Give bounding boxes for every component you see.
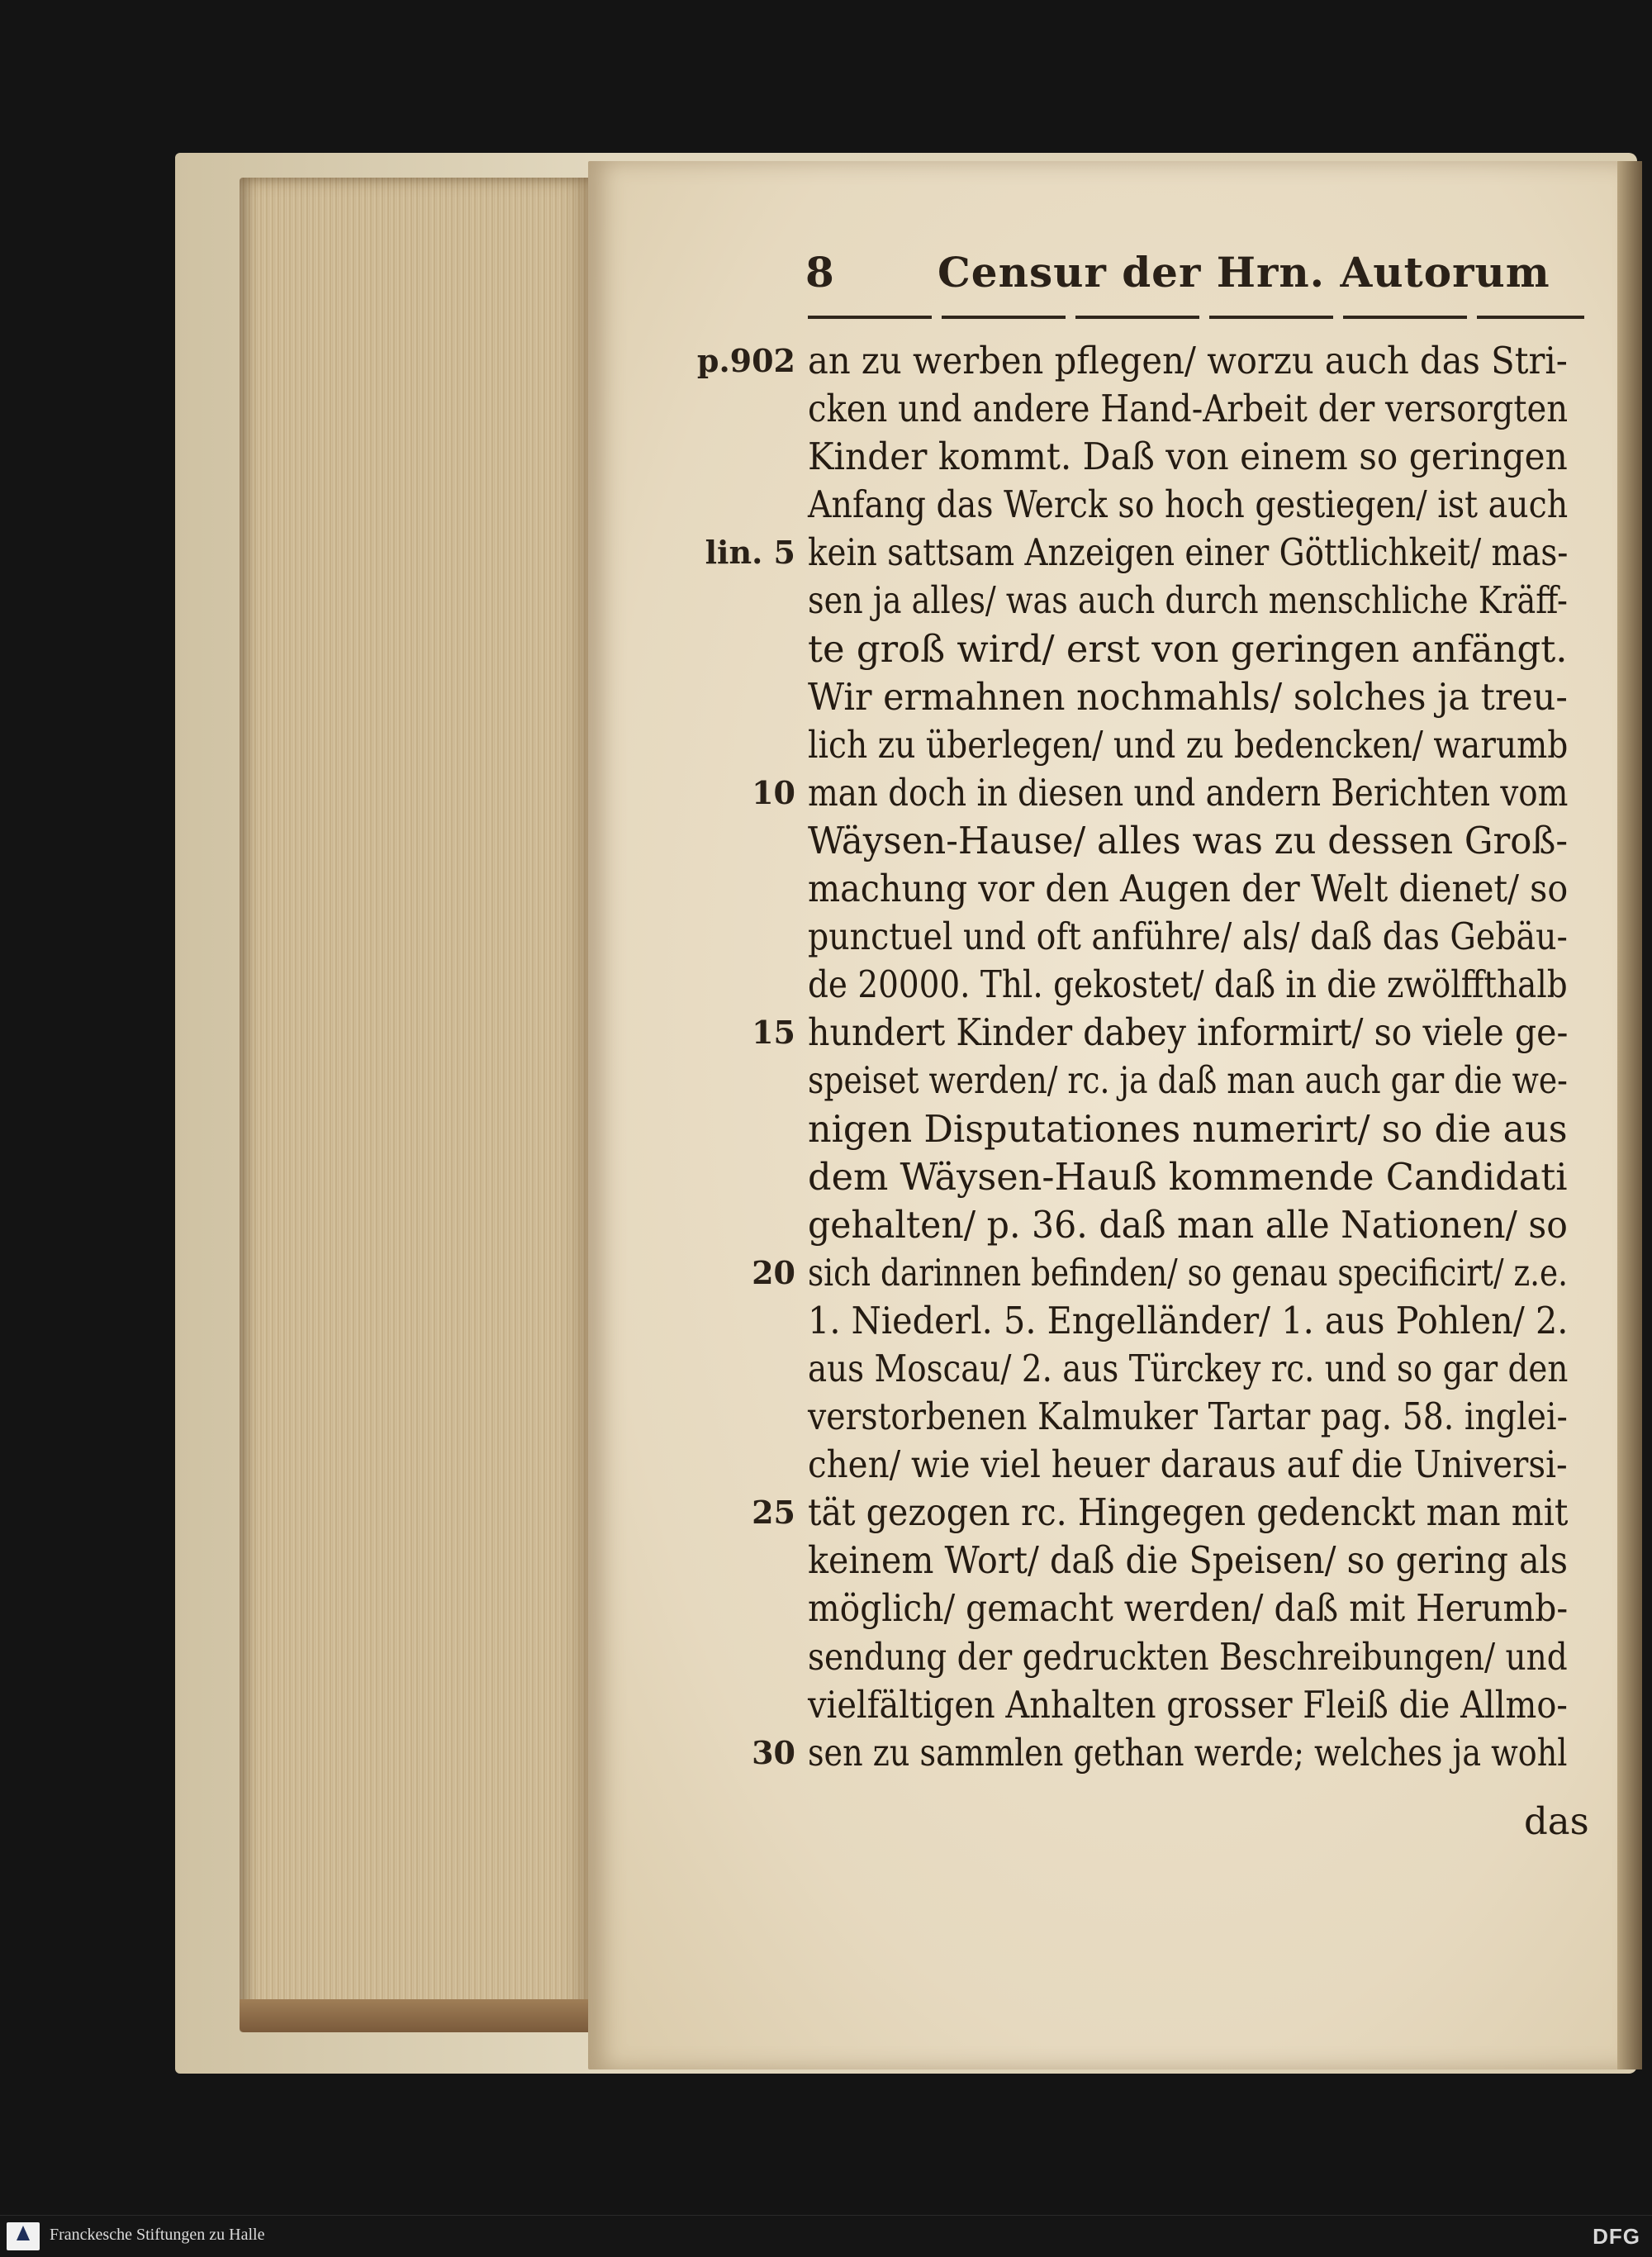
text-line [808, 673, 1584, 721]
line-text: sich darinnen befinden/ so genau specificirt/ z.e. [808, 1250, 1569, 1295]
text-line [808, 913, 1584, 961]
page-edge-shadow [1617, 161, 1642, 2069]
text-line [808, 1537, 1584, 1585]
dfg-logo: DFG [1593, 2224, 1640, 2249]
line-text: 1. Niederl. 5. Engelländer/ 1. aus Pohlen/ 2. [808, 1298, 1569, 1342]
line-text: chen/ wie viel heuer daraus auf die Universi- [808, 1442, 1568, 1487]
text-line [752, 769, 1584, 817]
line-text: sen zu sammlen gethan werde; welches ja wohl [808, 1730, 1568, 1775]
text-line [808, 481, 1584, 529]
text-line [808, 385, 1584, 433]
institution-name: Franckesche Stiftungen zu Halle [50, 2226, 265, 2244]
text-line [808, 1393, 1584, 1441]
text-line [808, 1345, 1584, 1393]
line-text: te groß wird/ erst von geringen anfängt. [808, 626, 1568, 671]
margin-note: 25 [752, 1494, 795, 1532]
text-line [808, 1585, 1584, 1632]
text-line [808, 1441, 1584, 1489]
text-line [808, 1153, 1584, 1201]
line-text: hundert Kinder dabey informirt/ so viele ge- [808, 1010, 1569, 1055]
text-line [808, 433, 1584, 481]
text-line [808, 1057, 1584, 1105]
text-line [705, 529, 1584, 577]
margin-note: 15 [752, 1014, 795, 1052]
line-text: nigen Disputationes numerirt/ so die aus [808, 1106, 1568, 1151]
line-text: aus Moscau/ 2. aus Türckey rc. und so gar den [808, 1346, 1569, 1390]
text-line [808, 1201, 1584, 1249]
text-line [752, 1249, 1584, 1297]
line-text: tät gezogen rc. Hingegen gedenckt man mit [808, 1490, 1569, 1535]
line-text: de 20000. Thl. gekostet/ daß in die zwölffthalb [808, 962, 1568, 1007]
text-line [808, 577, 1584, 625]
line-text: vielfältigen Anhalten grosser Fleiß die Allmo- [808, 1682, 1568, 1727]
line-text: dem Wäysen-Hauß kommende Candidati [808, 1154, 1568, 1199]
line-text: an zu werben pflegen/ worzu auch das Stri- [808, 339, 1568, 383]
catchword: das [1524, 1799, 1589, 1843]
line-text: verstorbenen Kalmuker Tartar pag. 58. inglei- [808, 1395, 1568, 1439]
text-line [808, 1105, 1584, 1153]
line-text: machung vor den Augen der Welt dienet/ so [808, 867, 1569, 911]
text-line [808, 1681, 1584, 1729]
line-text: sendung der gedruckten Beschreibungen/ und [808, 1634, 1568, 1679]
text-line [808, 817, 1584, 865]
line-text: cken und andere Hand-Arbeit der versorgten [808, 387, 1569, 431]
text-line [808, 865, 1584, 913]
running-title: Censur der Hrn. Autorum [938, 248, 1550, 297]
margin-note: 20 [752, 1253, 795, 1291]
line-text: Kinder kommt. Daß von einem so geringen [808, 435, 1568, 479]
line-text: sen ja alles/ was auch durch menschliche Kräff- [808, 578, 1568, 623]
body-text [696, 337, 1584, 1777]
text-line [752, 1489, 1584, 1537]
text-line [808, 721, 1584, 769]
line-text: speiset werden/ rc. ja daß man auch gar die we- [808, 1058, 1568, 1103]
page-number: 8 [805, 248, 834, 297]
line-text: kein sattsam Anzeigen einer Göttlichkeit/ mas- [808, 530, 1569, 575]
line-text: Wir ermahnen nochmahls/ solches ja treu- [808, 674, 1568, 719]
book-fore-edge [240, 178, 595, 2032]
margin-note: lin. 5 [705, 534, 795, 572]
line-text: man doch in diesen und andern Berichten vom [808, 770, 1569, 815]
text-line [752, 1009, 1584, 1057]
margin-note: p.902 [696, 342, 795, 379]
book-fore-edge-bottom [240, 1999, 595, 2032]
header-rule [808, 316, 1584, 319]
institution-logo-icon [7, 2222, 40, 2250]
line-text: lich zu überlegen/ und zu bedencken/ warumb [808, 722, 1569, 767]
text-line [808, 961, 1584, 1009]
margin-note: 30 [752, 1733, 795, 1771]
running-head [805, 248, 1550, 314]
text-line [808, 1633, 1584, 1681]
text-line [808, 625, 1584, 673]
line-text: Wäysen-Hause/ alles was zu dessen Groß- [808, 818, 1569, 862]
text-line [752, 1729, 1584, 1777]
text-line [808, 1297, 1584, 1345]
margin-note: 10 [752, 773, 795, 811]
text-line [696, 337, 1584, 385]
line-text: Anfang das Werck so hoch gestiegen/ ist auch [808, 482, 1569, 527]
line-text: möglich/ gemacht werden/ daß mit Herumb- [808, 1586, 1569, 1631]
line-text: gehalten/ p. 36. daß man alle Nationen/ so [808, 1202, 1568, 1247]
line-text: punctuel und oft anführe/ als/ daß das Gebäu- [808, 915, 1568, 959]
line-text: keinem Wort/ daß die Speisen/ so gering als [808, 1538, 1568, 1583]
viewer-footer [0, 2215, 1652, 2257]
